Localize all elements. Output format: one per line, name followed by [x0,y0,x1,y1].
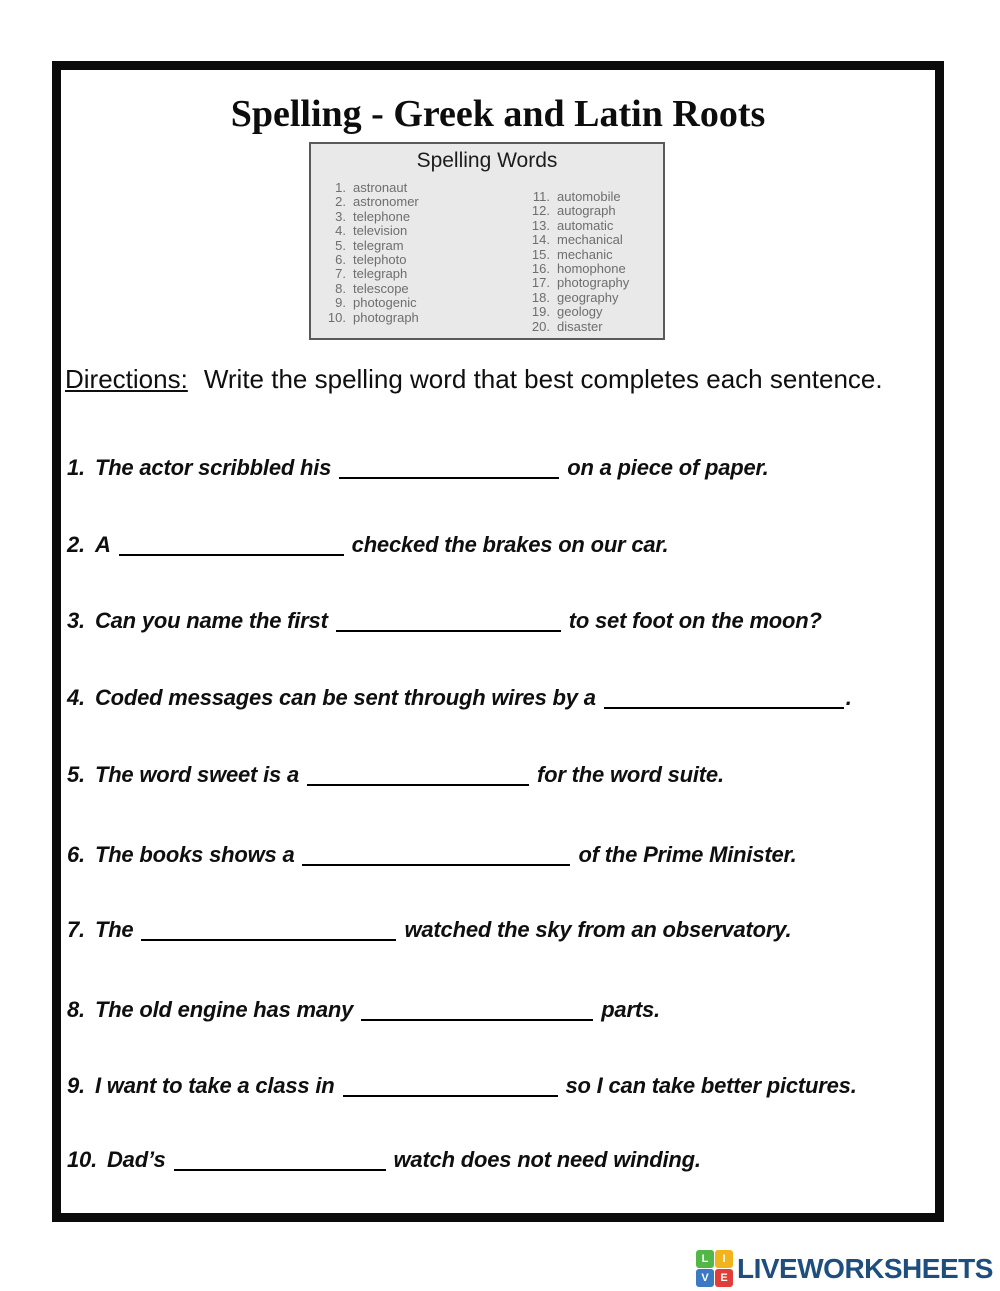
word-text: geology [557,304,603,320]
word-number: 20. [531,318,550,334]
word-text: television [353,223,408,239]
liveworksheets-logo-icon [696,1250,733,1287]
word-list-item [321,210,419,224]
sentence-pre-text: Can you name the first [94,608,328,633]
directions-text: Write the spelling word that best completes each sentence. [203,364,883,394]
sentence-post-text: . [845,685,852,710]
page-title: Spelling - Greek and Latin Roots [230,93,766,135]
sentence-number: 3. [67,608,85,633]
spelling-words-box [309,142,665,340]
word-number: 4. [335,223,346,239]
word-list-item [525,291,629,305]
word-list-item [525,190,629,204]
answer-blank[interactable] [336,610,561,632]
sentence-post-text: so I can take better pictures. [565,1073,857,1098]
word-number: 9. [335,295,346,311]
word-number: 6. [335,252,346,268]
word-number: 3. [335,208,346,224]
answer-blank[interactable] [119,534,344,556]
sentence-pre-text: A [94,532,111,557]
word-list-item [525,219,629,233]
word-number: 11. [532,189,550,204]
word-list-column-2 [525,190,629,334]
word-list-item [525,262,629,276]
word-text: astronaut [353,180,408,195]
sentence-row [67,997,660,1023]
word-number: 7. [335,266,346,282]
sentence-post-text: watched the sky from an observatory. [404,917,792,942]
sentence-post-text: parts. [601,997,660,1022]
answer-blank[interactable] [361,999,593,1021]
word-text: photograph [353,309,419,325]
word-list-item [525,305,629,319]
sentence-number: 8. [67,997,85,1022]
sentence-post-text: checked the brakes on our car. [351,532,669,557]
sentence-row [67,608,822,634]
logo-tile-v: V [696,1269,714,1287]
word-text: telescope [353,280,409,296]
word-list-item [321,253,419,267]
logo-tile-i: I [715,1250,733,1268]
answer-blank[interactable] [302,844,570,866]
word-list-item [321,267,419,281]
word-text: mechanic [557,246,613,262]
answer-blank[interactable] [141,919,396,941]
sentence-number: 2. [67,532,85,557]
sentence-number: 5. [67,762,85,787]
word-number: 5. [335,237,346,253]
sentence-row [67,1147,701,1173]
answer-blank[interactable] [339,457,559,479]
word-list-item [525,248,629,262]
word-text: telephoto [353,252,407,268]
sentence-pre-text: The actor scribbled his [94,455,332,480]
word-number: 18. [531,289,550,305]
word-text: autograph [557,203,616,219]
word-text: telephone [353,208,411,224]
sentence-pre-text: The [94,917,134,942]
answer-blank[interactable] [604,687,844,709]
word-text: photography [557,275,630,291]
liveworksheets-brand-text: LIVEWORKSHEETS [737,1252,993,1284]
word-text: mechanical [557,232,623,248]
sentence-pre-text: The word sweet is a [94,762,299,787]
word-number: 2. [335,194,346,210]
sentence-number: 10. [67,1147,97,1172]
sentence-number: 9. [67,1073,85,1098]
sentence-row [67,842,797,868]
sentence-row [67,1073,857,1099]
word-list-item [321,195,419,209]
sentence-number: 6. [67,842,85,867]
answer-blank[interactable] [343,1075,558,1097]
sentence-row [67,685,852,711]
word-list-item [525,276,629,290]
sentence-row [67,917,791,943]
logo-tile-l: L [696,1250,714,1268]
sentence-post-text: for the word suite. [537,762,724,787]
sentence-post-text: of the Prime Minister. [578,842,797,867]
word-text: photogenic [353,295,417,311]
sentence-pre-text: The books shows a [94,842,295,867]
word-number: 19. [531,304,550,320]
word-text: telegraph [353,266,408,282]
answer-blank[interactable] [174,1149,386,1171]
word-list-column-1 [321,181,419,325]
word-number: 10. [327,309,346,325]
word-text: disaster [557,318,603,334]
sentence-number: 1. [67,455,85,480]
sentence-number: 4. [67,685,85,710]
word-text: geography [557,289,619,305]
word-text: automatic [557,217,614,233]
sentence-row [67,455,769,481]
word-number: 14. [531,232,550,248]
word-number: 17. [531,275,550,291]
sentence-pre-text: The old engine has many [94,997,354,1022]
directions-line [65,364,883,395]
word-number: 12. [531,203,550,219]
word-text: astronomer [353,194,419,210]
word-list-item [525,204,629,218]
sentence-number: 7. [67,917,85,942]
spelling-words-box-title: Spelling Words [416,149,558,172]
sentence-post-text: to set foot on the moon? [568,608,822,633]
worksheet-frame [52,61,944,1222]
sentence-pre-text: I want to take a class in [94,1073,335,1098]
word-number: 8. [335,280,346,296]
word-list-item [321,311,419,325]
directions-label: Directions: [65,364,188,394]
word-list-item [321,224,419,238]
word-list-item [321,181,419,195]
sentence-pre-text: Coded messages can be sent through wires by a [94,685,596,710]
word-number: 1. [335,180,346,195]
word-text: telegram [353,237,404,253]
sentence-post-text: on a piece of paper. [567,455,769,480]
word-list-item [525,233,629,247]
word-list-item [525,320,629,334]
liveworksheets-logo [696,1250,993,1287]
word-list-item [321,239,419,253]
word-number: 16. [531,261,550,277]
sentence-row [67,762,724,788]
word-list-item [321,282,419,296]
word-text: automobile [557,189,621,204]
sentence-pre-text: Dad’s [106,1147,166,1172]
sentence-row [67,532,668,558]
word-list-item [321,296,419,310]
word-number: 15. [531,246,550,262]
answer-blank[interactable] [307,764,529,786]
logo-tile-e: E [715,1269,733,1287]
sentence-post-text: watch does not need winding. [393,1147,701,1172]
word-number: 13. [531,217,550,233]
word-text: homophone [557,261,626,277]
